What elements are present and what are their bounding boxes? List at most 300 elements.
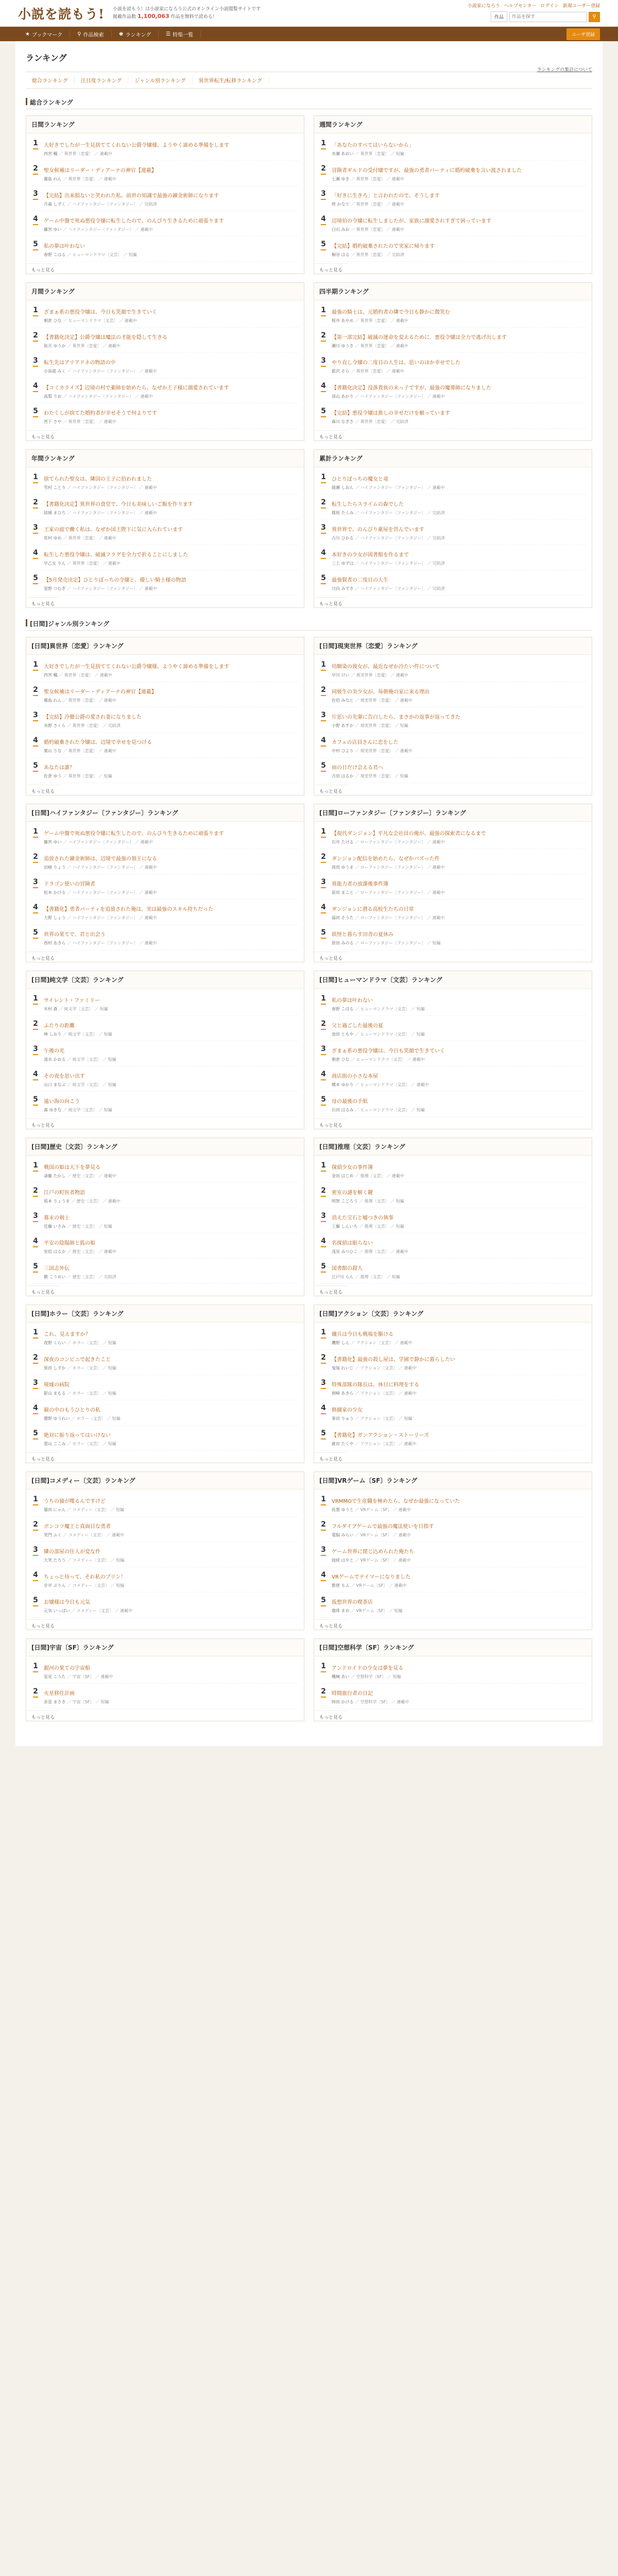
author-link[interactable]: 山口 まなぶ bbox=[44, 1082, 66, 1087]
work-title-link[interactable]: 【書籍化決定】異世界の食堂で、今日も美味しいご飯を作ります bbox=[44, 502, 193, 507]
author-link[interactable]: 春野 こはる bbox=[332, 1007, 354, 1011]
author-link[interactable]: 時田 かける bbox=[332, 1700, 354, 1704]
more-link[interactable]: もっと見る bbox=[26, 1710, 60, 1724]
list-item bbox=[31, 682, 299, 707]
more-link[interactable]: もっと見る bbox=[26, 263, 60, 277]
ranking-panel bbox=[26, 1638, 304, 1721]
work-title-link[interactable]: 【5月発売決定】ひとりぼっちの令嬢と、優しい騎士様の物語 bbox=[44, 578, 186, 583]
work-title-link[interactable]: 銀河の果ての宇宙船 bbox=[44, 1666, 90, 1671]
work-title-link[interactable]: ふたりの距離 bbox=[44, 1023, 75, 1029]
rank-badge bbox=[319, 1353, 328, 1371]
author-link[interactable]: 赤星 まさき bbox=[44, 1700, 66, 1704]
work-title-link[interactable]: 傭兵は今日も戦場を駆ける bbox=[332, 1332, 393, 1337]
panel-title: [日間]推理〔文芸〕ランキング bbox=[314, 1138, 592, 1156]
tab-isekai[interactable]: 異世界転生/転移ランキング bbox=[193, 76, 269, 84]
author-link[interactable]: 四宮 楓 bbox=[44, 673, 58, 677]
author-link[interactable]: 西村 あきら bbox=[44, 941, 66, 945]
item-body bbox=[44, 240, 137, 258]
item-meta: 春野 こはる ／ ヒューマンドラマ〔文芸〕 ／ 短編 bbox=[44, 252, 137, 257]
author-link[interactable]: 綾瀬 しおん bbox=[332, 485, 354, 490]
author-link[interactable]: 吉田 はるか bbox=[332, 774, 354, 778]
author-link[interactable]: 松本 かける bbox=[44, 890, 66, 895]
more-link[interactable]: もっと見る bbox=[314, 263, 348, 277]
more-link[interactable]: もっと見る bbox=[26, 1619, 60, 1633]
author-link[interactable]: 宮下 さや bbox=[44, 419, 62, 424]
author-link[interactable]: 森 ゆきな bbox=[44, 1108, 62, 1112]
link-help[interactable]: ヘルプセンター bbox=[504, 4, 537, 9]
genre-label: ヒューマンドラマ〔文芸〕 bbox=[72, 252, 122, 257]
author-link[interactable]: 清水 かおる bbox=[44, 1057, 66, 1062]
rank-number: 4 bbox=[321, 1237, 326, 1245]
status-badge: 連載中 bbox=[104, 749, 116, 753]
work-title-link[interactable]: 隣の部屋の住人が変な件 bbox=[44, 1549, 100, 1555]
item-meta: 原田 みのる ／ ローファンタジー〔ファンタジー〕 ／ 短編 bbox=[332, 941, 441, 945]
work-title-link[interactable]: 追放された錬金術師は、辺境で最強の領主になる bbox=[44, 856, 157, 862]
work-title-link[interactable]: これ、見えますか？ bbox=[44, 1332, 91, 1337]
work-title-link[interactable]: 格闘家の少女 bbox=[332, 1408, 363, 1413]
more-link[interactable]: もっと見る bbox=[314, 952, 348, 965]
more-link[interactable]: もっと見る bbox=[26, 430, 60, 444]
author-link[interactable]: 黒田 しずか bbox=[44, 1366, 66, 1370]
more-link[interactable]: もっと見る bbox=[314, 1285, 348, 1299]
status-badge: 完結済 bbox=[432, 586, 445, 591]
link-login[interactable]: ログイン bbox=[540, 4, 559, 9]
author-link[interactable]: 星見 こうた bbox=[44, 1674, 66, 1679]
work-title-link[interactable]: あなたは誰？ bbox=[44, 765, 75, 771]
work-title-link[interactable]: 婚約破棄された令嬢は、辺境で幸せを見つける bbox=[44, 740, 152, 745]
work-title-link[interactable]: 転生した悪役令嬢は、破滅フラグを全力で折ることにしました bbox=[44, 552, 188, 558]
rank-number: 5 bbox=[33, 574, 38, 582]
about-ranking-link[interactable]: ランキングの集計について bbox=[537, 67, 592, 73]
user-register-button[interactable]: ユーザ登録 bbox=[566, 28, 600, 40]
author-link[interactable]: 小鳥遊 みく bbox=[44, 369, 66, 374]
work-title-link[interactable]: 三国志外伝 bbox=[44, 1266, 70, 1272]
author-link[interactable]: 日向 みずき bbox=[332, 586, 354, 591]
rank-mark bbox=[321, 507, 326, 509]
search-input[interactable] bbox=[509, 12, 587, 22]
more-link[interactable]: もっと見る bbox=[314, 1710, 348, 1724]
list-item bbox=[31, 378, 299, 403]
work-title-link[interactable]: わたくしが捨てた婚約者が幸せそうで何よりです bbox=[44, 411, 157, 416]
rank-mark bbox=[321, 837, 326, 838]
author-link[interactable]: 藍沢 そら bbox=[332, 369, 350, 374]
item-body bbox=[332, 1495, 460, 1513]
rank-mark bbox=[321, 1413, 326, 1414]
work-title-link[interactable]: 【書籍化】勇者パーティを追放された俺は、実は最強のスキル持ちだった bbox=[44, 907, 214, 912]
work-title-link[interactable]: 大好きでしたが一生見捨ててくれない公爵令嬢様、ようやく諦める準備をします bbox=[44, 143, 229, 148]
genre-label: ハイファンタジー〔ファンタジー〕 bbox=[360, 485, 426, 490]
rank-mark bbox=[33, 1079, 38, 1080]
rank-badge bbox=[319, 382, 328, 399]
list-item bbox=[319, 1092, 587, 1117]
link-register[interactable]: 新規ユーザー登録 bbox=[562, 4, 600, 9]
work-title-link[interactable]: うちの猫が喋るんですけど bbox=[44, 1499, 106, 1504]
work-title-link[interactable]: ひとりぼっちの魔女と竜 bbox=[332, 477, 388, 482]
author-link[interactable]: 森川 なぎさ bbox=[332, 419, 354, 424]
author-link[interactable]: 林 しおり bbox=[44, 1032, 62, 1037]
work-title-link[interactable]: 幼馴染の彼女が、最近なぜか冷たい件について bbox=[332, 664, 440, 670]
author-link[interactable]: 坂本 りょうま bbox=[44, 1199, 70, 1204]
author-link[interactable]: 霊山 ここみ bbox=[44, 1442, 66, 1446]
author-link[interactable]: 近藤 いさみ bbox=[44, 1224, 66, 1229]
author-link[interactable]: 佐倉 ゆう bbox=[44, 774, 62, 778]
genre-label: 異世界〔恋愛〕 bbox=[360, 318, 389, 323]
work-title-link[interactable]: 江戸の町医者物語 bbox=[44, 1190, 85, 1196]
work-title-link[interactable]: 午後の光 bbox=[44, 1048, 64, 1054]
work-title-link[interactable]: 【書籍化】最強の殺し屋は、学園で静かに暮らしたい bbox=[332, 1357, 455, 1363]
nav-feature[interactable] bbox=[159, 30, 201, 38]
work-title-link[interactable]: 特殊部隊の隊長は、休日に料理をする bbox=[332, 1382, 419, 1388]
author-link[interactable]: 瀬川 ゆうき bbox=[332, 344, 354, 348]
genre-label: 歴史〔文芸〕 bbox=[72, 1174, 97, 1178]
work-title-link[interactable]: VRMMOで生産職を極めたら、なぜか最強になっていた bbox=[332, 1499, 460, 1504]
author-link[interactable]: 闇野 ゆうれい bbox=[44, 1416, 70, 1421]
work-title-link[interactable]: ちょっと待って、それ私のプリン！ bbox=[44, 1574, 126, 1580]
author-link[interactable]: 春野 こはる bbox=[44, 252, 66, 257]
rank-badge bbox=[319, 306, 328, 324]
item-body bbox=[332, 407, 450, 425]
author-link[interactable]: 金田 はじめ bbox=[332, 1174, 354, 1178]
author-link[interactable]: 珈琲 まめ bbox=[332, 1608, 350, 1613]
author-link[interactable]: 朝倉 ひな bbox=[44, 318, 62, 323]
work-title-link[interactable]: 【完結】冷徹公爵の愛され妻になりました bbox=[44, 715, 142, 720]
work-title-link[interactable]: 廃墟の病院 bbox=[44, 1382, 70, 1388]
author-link[interactable]: 浅見 みつひこ bbox=[332, 1249, 358, 1254]
status-badge: 連載中 bbox=[108, 344, 121, 348]
author-link[interactable]: 三上 ゆずは bbox=[332, 561, 354, 566]
work-title-link[interactable]: 妖怪と暮らす田舎の夏休み bbox=[332, 932, 393, 938]
work-title-link[interactable]: 【現代ダンジョン】平凡な会社員の俺が、最強の探索者になるまで bbox=[332, 831, 486, 837]
work-title-link[interactable]: 戦国の姫は天下を夢見る bbox=[44, 1165, 100, 1171]
rank-number: 2 bbox=[33, 164, 38, 173]
author-link[interactable]: 岡田 ゆうま bbox=[332, 865, 354, 870]
work-title-link[interactable]: 転生したらスライムの森でした bbox=[332, 502, 404, 507]
author-link[interactable]: 石井 たける bbox=[332, 840, 354, 844]
work-title-link[interactable]: 平安の陰陽師と狐の姫 bbox=[44, 1241, 95, 1246]
link-narou[interactable]: 小説家になろう bbox=[467, 4, 500, 9]
author-link[interactable]: 工藤 しんいち bbox=[332, 1224, 358, 1229]
rank-mark bbox=[33, 199, 38, 200]
author-link[interactable]: 斎藤 たかし bbox=[44, 1174, 66, 1178]
status-badge: 連載中 bbox=[144, 865, 157, 870]
rank-mark bbox=[33, 1171, 38, 1172]
author-link[interactable]: 岩崎 りょう bbox=[44, 865, 66, 870]
genre-label: 現実世界〔恋愛〕 bbox=[360, 723, 393, 728]
ranking-list bbox=[314, 467, 592, 598]
author-link[interactable]: 影山 まもる bbox=[44, 1391, 66, 1396]
rank-number: 4 bbox=[321, 736, 326, 744]
rank-badge bbox=[31, 1020, 40, 1037]
more-link[interactable]: もっと見る bbox=[314, 1619, 348, 1633]
author-link[interactable]: 元気 いっぱい bbox=[44, 1608, 70, 1613]
author-link[interactable]: 小野 あすか bbox=[332, 723, 354, 728]
work-title-link[interactable]: 【書籍化決定】没落貴族の末っ子ですが、最強の魔導師になりました bbox=[332, 385, 491, 391]
item-body bbox=[332, 1070, 429, 1088]
work-title-link[interactable]: 異世界で、のんびり薬屋を営んでいます bbox=[332, 527, 424, 533]
work-title-link[interactable]: 鏡の中のもうひとりの私 bbox=[44, 1408, 100, 1413]
author-link[interactable]: 仮想 ゆうと bbox=[332, 1507, 354, 1512]
list-item bbox=[319, 1158, 587, 1183]
work-title-link[interactable]: 世界の果てで、君と出会う bbox=[44, 932, 106, 938]
rank-mark bbox=[33, 887, 38, 888]
author-link[interactable]: 中村 ひより bbox=[332, 749, 354, 753]
genre-label: 純文学〔文芸〕 bbox=[72, 1057, 101, 1062]
work-title-link[interactable]: カフェの店員さんに恋をした bbox=[332, 740, 399, 745]
author-link[interactable]: 拳田 りゅう bbox=[332, 1416, 354, 1421]
work-title-link[interactable]: 密室の謎を解く鍵 bbox=[332, 1190, 373, 1196]
item-body bbox=[332, 928, 440, 946]
ranking-list bbox=[26, 133, 304, 264]
work-title-link[interactable]: 大好きでしたが一生見捨ててくれない公爵令嬢様、ようやく諦める準備をします bbox=[44, 664, 229, 670]
work-title-link[interactable]: 王家の庭で働く私は、なぜか国王陛下に気に入られています bbox=[44, 527, 183, 533]
author-link[interactable]: 霧島 れん bbox=[44, 698, 62, 703]
work-title-link[interactable]: 最強の騎士は、元婚約者の隣で今日も静かに微笑む bbox=[332, 310, 450, 315]
item-body bbox=[332, 331, 507, 349]
work-title-link[interactable]: 転生先はアリアドネの物語の中 bbox=[44, 360, 116, 366]
author-link[interactable]: 大笑 たろう bbox=[44, 1558, 66, 1563]
tab-attention[interactable]: 注目度ランキング bbox=[75, 76, 129, 84]
item-body bbox=[332, 736, 413, 754]
genre-label: アクション〔文芸〕 bbox=[360, 1391, 398, 1396]
item-meta: 猫田 にゃん ／ コメディー〔文芸〕 ／ 短編 bbox=[44, 1507, 124, 1512]
author-link[interactable]: 白石 みお bbox=[332, 227, 350, 232]
author-link[interactable]: 結城 まひろ bbox=[44, 511, 66, 515]
author-link[interactable]: 笑門 ふく bbox=[44, 1533, 62, 1537]
author-link[interactable]: 鬼塚 れいじ bbox=[332, 1366, 354, 1370]
site-logo[interactable]: 小説を読もう! bbox=[18, 7, 105, 22]
author-link[interactable]: 篠原 たくみ bbox=[332, 511, 354, 515]
work-title-link[interactable]: 【完結】出来損ないと笑われた私、前世の知識で最強の錬金術師になります bbox=[44, 193, 219, 199]
author-link[interactable]: 星野 つむぎ bbox=[44, 586, 66, 591]
work-title-link[interactable]: ゲーム中盤で死ぬ悪役令嬢に転生したので、のんびり生きるために頑張ります bbox=[44, 218, 224, 224]
list-item bbox=[31, 1183, 299, 1208]
work-title-link[interactable]: 私の夢は叶わない bbox=[332, 998, 373, 1004]
work-title-link[interactable]: 仮想世界の喫茶店 bbox=[332, 1600, 373, 1605]
author-link[interactable]: 高梨 りお bbox=[44, 394, 62, 399]
work-title-link[interactable]: 片思いの先輩に告白したら、まさかの返事が返ってきた bbox=[332, 715, 460, 720]
rank-badge bbox=[31, 878, 40, 895]
item-meta: 葉山 りな ／ 異世界〔恋愛〕 ／ 連載中 bbox=[44, 749, 116, 753]
work-title-link[interactable]: 【コミカライズ】辺境の村で薬師を始めたら、なぜか王子様に溺愛されています bbox=[44, 385, 229, 391]
author-link[interactable]: 藤宮 ゆい bbox=[44, 227, 62, 232]
work-title-link[interactable]: 聖女候補はリーダー・ディアーナの神官【連載】 bbox=[44, 689, 157, 695]
work-title-link[interactable]: 時間旅行者の日記 bbox=[332, 1691, 373, 1697]
work-title-link[interactable]: ポンコツ魔王と真面目な勇者 bbox=[44, 1524, 111, 1530]
author-link[interactable]: 木村 蒼 bbox=[44, 1007, 58, 1011]
work-title-link[interactable]: 本好きの少女が図書館を作るまで bbox=[332, 552, 409, 558]
work-title-link[interactable]: ざまぁ系の悪役令嬢は、今日も笑顔で生きていく bbox=[332, 1048, 445, 1054]
list-item bbox=[31, 186, 299, 211]
author-link[interactable]: 深山 あかり bbox=[332, 394, 354, 399]
item-meta: 赤星 まさき ／ 宇宙〔SF〕 ／ 短編 bbox=[44, 1700, 109, 1704]
work-title-link[interactable]: ゲーム中盤で死ぬ悪役令嬢に転生したので、のんびり生きるために頑張ります bbox=[44, 831, 224, 837]
work-title-link[interactable]: 絶対に振り返ってはいけない bbox=[44, 1433, 111, 1438]
author-link[interactable]: 夜野 くらい bbox=[44, 1341, 66, 1345]
work-title-link[interactable]: 「あなたのすべてはいらないから」 bbox=[332, 143, 414, 148]
work-title-link[interactable]: ドラゴン使いの冒険者 bbox=[44, 882, 95, 887]
search-box bbox=[491, 11, 600, 22]
more-link[interactable]: もっと見る bbox=[26, 1118, 60, 1132]
item-body bbox=[44, 736, 152, 754]
item-body bbox=[332, 357, 460, 374]
genre-label: 推理〔文芸〕 bbox=[360, 1174, 385, 1178]
work-title-link[interactable]: 図書館の殺人 bbox=[332, 1266, 363, 1272]
author-link[interactable]: 雪村 ことり bbox=[44, 485, 66, 490]
work-title-link[interactable]: 雨の日だけ会える君へ bbox=[332, 765, 383, 771]
work-title-link[interactable]: 捨てられた聖女は、隣国の王子に拾われました bbox=[44, 477, 152, 482]
work-title-link[interactable]: 【書籍化】ガンアクション・ストーリーズ bbox=[332, 1433, 429, 1438]
work-title-link[interactable]: 【書籍化決定】公爵令嬢は魔法の才能を隠して生きる bbox=[44, 335, 167, 341]
work-title-link[interactable]: 深夜のコンビニで起きたこと bbox=[44, 1357, 111, 1363]
author-link[interactable]: 電脳 みらい bbox=[332, 1533, 354, 1537]
author-link[interactable]: 機械 あい bbox=[332, 1674, 350, 1679]
work-title-link[interactable]: サイレント・ファミリー bbox=[44, 998, 100, 1004]
more-link[interactable]: もっと見る bbox=[26, 1285, 60, 1299]
work-title-link[interactable]: お嬢様は今日も元気 bbox=[44, 1600, 90, 1605]
author-link[interactable]: 甘井 ぷりん bbox=[44, 1583, 66, 1588]
author-link[interactable]: 花村 ゆめ bbox=[44, 536, 62, 540]
author-link[interactable]: 古川 ひかる bbox=[332, 536, 354, 540]
item-body bbox=[332, 711, 460, 728]
genre-label: 歴史〔文芸〕 bbox=[72, 1275, 97, 1279]
item-body bbox=[44, 523, 183, 541]
status-badge: 短編 bbox=[404, 1416, 413, 1421]
author-link[interactable]: 佐伯 みなと bbox=[332, 698, 354, 703]
author-link[interactable]: 池田 ともや bbox=[332, 1032, 354, 1037]
rank-badge bbox=[319, 660, 328, 678]
work-title-link[interactable]: 「好きに生きろ」と言われたので、そうします bbox=[332, 193, 440, 199]
list-item bbox=[319, 1183, 587, 1208]
rank-number: 4 bbox=[33, 382, 38, 390]
work-title-link[interactable]: やり直し令嬢の二度目の人生は、思いのほか幸せでした bbox=[332, 360, 460, 366]
nav-ranking[interactable] bbox=[112, 30, 159, 38]
work-title-link[interactable]: 商店街の小さな本屋 bbox=[332, 1074, 378, 1079]
author-link[interactable]: 剣崎 あきら bbox=[332, 1391, 354, 1396]
author-link[interactable]: 大野 しょう bbox=[44, 916, 66, 920]
work-title-link[interactable]: ダンジョンに潜る高校生たちの日常 bbox=[332, 907, 414, 912]
work-title-link[interactable]: ダンジョン配信を始めたら、なぜかバズった件 bbox=[332, 856, 440, 862]
work-title-link[interactable]: 私の夢は叶わない bbox=[44, 244, 85, 249]
work-title-link[interactable]: 聖女候補はリーダー・ディアーナの神官【連載】 bbox=[44, 168, 157, 174]
author-link[interactable]: 藤宮 ゆい bbox=[44, 840, 62, 844]
more-link[interactable]: もっと見る bbox=[26, 1452, 60, 1466]
work-title-link[interactable]: 【完結】悪役令嬢は推しの幸せだけを願っています bbox=[332, 411, 450, 416]
work-title-link[interactable]: ざまぁ系の悪役令嬢は、今日も笑顔で生きていく bbox=[44, 310, 157, 315]
nav-bookmark[interactable] bbox=[18, 30, 70, 38]
work-title-link[interactable]: 母の最後の手紙 bbox=[332, 1099, 368, 1105]
work-title-link[interactable]: 最強賢者の二度目の人生 bbox=[332, 578, 388, 583]
work-title-link[interactable]: その夜を思い出す bbox=[44, 1074, 85, 1079]
work-title-link[interactable]: 火星移住計画 bbox=[44, 1691, 75, 1697]
more-link[interactable]: もっと見る bbox=[314, 597, 348, 611]
author-link[interactable]: 桐谷 はる bbox=[332, 252, 350, 257]
author-link[interactable]: 葉山 りな bbox=[44, 749, 62, 753]
rank-number: 1 bbox=[33, 1495, 38, 1503]
author-link[interactable]: 水野 さくら bbox=[44, 723, 66, 728]
work-title-link[interactable]: 辺境伯の令嬢に転生しましたが、家族に溺愛されすぎて困っています bbox=[332, 218, 491, 224]
author-link[interactable]: 早乙女 りん bbox=[44, 561, 66, 566]
work-title-link[interactable]: 異能力者の放課後事件簿 bbox=[332, 882, 388, 887]
author-link[interactable]: 安倍 はるか bbox=[44, 1249, 66, 1254]
tab-genre[interactable]: ジャンル別ランキング bbox=[128, 76, 192, 84]
search-button[interactable] bbox=[589, 12, 600, 22]
work-title-link[interactable]: 幕末の剣士 bbox=[44, 1215, 70, 1221]
work-title-link[interactable]: ゲーム世界に閉じ込められた俺たち bbox=[332, 1549, 414, 1555]
author-link[interactable]: 朝倉 ひな bbox=[332, 1057, 350, 1062]
author-link[interactable]: 橋本 ゆかり bbox=[332, 1082, 354, 1087]
work-title-link[interactable]: 【完結】婚約破棄されたので実家に帰ります bbox=[332, 244, 435, 249]
author-link[interactable]: 獣使 もふ bbox=[332, 1583, 350, 1588]
author-link[interactable]: 接続 はやと bbox=[332, 1558, 354, 1563]
work-title-link[interactable]: 父と過ごした最後の夏 bbox=[332, 1023, 383, 1029]
rank-mark bbox=[33, 1555, 38, 1556]
more-link[interactable]: もっと見る bbox=[26, 597, 60, 611]
author-link[interactable]: 銃田 たくや bbox=[332, 1442, 354, 1446]
item-meta: 吉田 はるか ／ 現実世界〔恋愛〕 ／ 短編 bbox=[332, 774, 408, 778]
author-link[interactable]: 前田 まこと bbox=[332, 890, 354, 895]
work-title-link[interactable]: 消えた宝石と嘘つきの執事 bbox=[332, 1215, 393, 1221]
more-link[interactable]: もっと見る bbox=[26, 952, 60, 965]
more-link[interactable]: もっと見る bbox=[26, 785, 60, 799]
author-link[interactable]: 原田 みのる bbox=[332, 941, 354, 945]
rank-badge bbox=[319, 1520, 328, 1538]
author-link[interactable]: 霧島 れん bbox=[44, 177, 62, 181]
author-link[interactable]: 福田 そうた bbox=[332, 916, 354, 920]
rank-mark bbox=[321, 416, 326, 417]
work-title-link[interactable]: 冒険者ギルドの受付嬢ですが、最強の勇者パーティに婚約破棄を言い渡されました bbox=[332, 168, 522, 174]
panel-title: [日間]宇宙〔SF〕ランキング bbox=[26, 1639, 304, 1656]
author-link[interactable]: 明智 こごろう bbox=[332, 1199, 358, 1204]
work-title-link[interactable]: フルダイブゲームで最強の魔法使いを目指す bbox=[332, 1524, 434, 1530]
author-link[interactable]: 江戸川 らん bbox=[332, 1275, 354, 1279]
author-link[interactable]: 劉 こうめい bbox=[44, 1275, 66, 1279]
more-link[interactable]: もっと見る bbox=[314, 1452, 348, 1466]
genre-label: 異世界〔恋愛〕 bbox=[356, 369, 385, 374]
work-title-link[interactable]: 遠い海の向こう bbox=[44, 1099, 80, 1105]
more-link[interactable]: もっと見る bbox=[314, 430, 348, 444]
author-link[interactable]: 石田 はるみ bbox=[332, 1108, 354, 1112]
author-link[interactable]: 鷹野 しん bbox=[332, 1341, 350, 1345]
author-link[interactable]: 柊 かなで bbox=[332, 202, 350, 207]
author-link[interactable]: 桜井 あやめ bbox=[332, 318, 354, 323]
panel-title: [日間]歴史〔文芸〕ランキング bbox=[26, 1138, 304, 1156]
work-title-link[interactable]: 同級生の美少女が、毎朝俺の家に来る理由 bbox=[332, 689, 430, 695]
rank-mark bbox=[321, 1171, 326, 1172]
work-title-link[interactable]: 【第一部完結】破滅の運命を変えるために、悪役令嬢は全力で逃げ出します bbox=[332, 335, 507, 341]
work-title-link[interactable]: アンドロイドの少女は夢を見る bbox=[332, 1666, 404, 1671]
more-link[interactable]: もっと見る bbox=[314, 785, 348, 799]
item-meta: 霧島 れん ／ 異世界〔恋愛〕 ／ 連載中 bbox=[44, 177, 116, 181]
author-link[interactable]: 七瀬 ゆき bbox=[332, 177, 350, 181]
more-link[interactable]: もっと見る bbox=[314, 1118, 348, 1132]
tab-overall[interactable]: 総合ランキング bbox=[26, 76, 75, 84]
author-link[interactable]: 四宮 楓 bbox=[44, 151, 58, 156]
work-title-link[interactable]: 探偵少女の事件簿 bbox=[332, 1165, 373, 1171]
work-title-link[interactable]: VRゲームでテイマーになりました bbox=[332, 1574, 411, 1580]
author-link[interactable]: 猫田 にゃん bbox=[44, 1507, 66, 1512]
rank-mark bbox=[321, 583, 326, 584]
author-link[interactable]: 早川 けい bbox=[332, 673, 350, 677]
nav-search[interactable] bbox=[70, 30, 111, 38]
author-link[interactable]: 如月 ゆうか bbox=[44, 344, 66, 348]
search-type-select[interactable]: 作品 bbox=[491, 11, 507, 22]
status-badge: 連載中 bbox=[120, 1608, 133, 1613]
work-title-link[interactable]: 名探偵は眠らない bbox=[332, 1241, 373, 1246]
author-link[interactable]: 月森 しずく bbox=[44, 202, 66, 207]
rank-mark bbox=[33, 1671, 38, 1672]
list-item bbox=[31, 1233, 299, 1259]
author-link[interactable]: 水瀬 あおい bbox=[332, 151, 354, 156]
